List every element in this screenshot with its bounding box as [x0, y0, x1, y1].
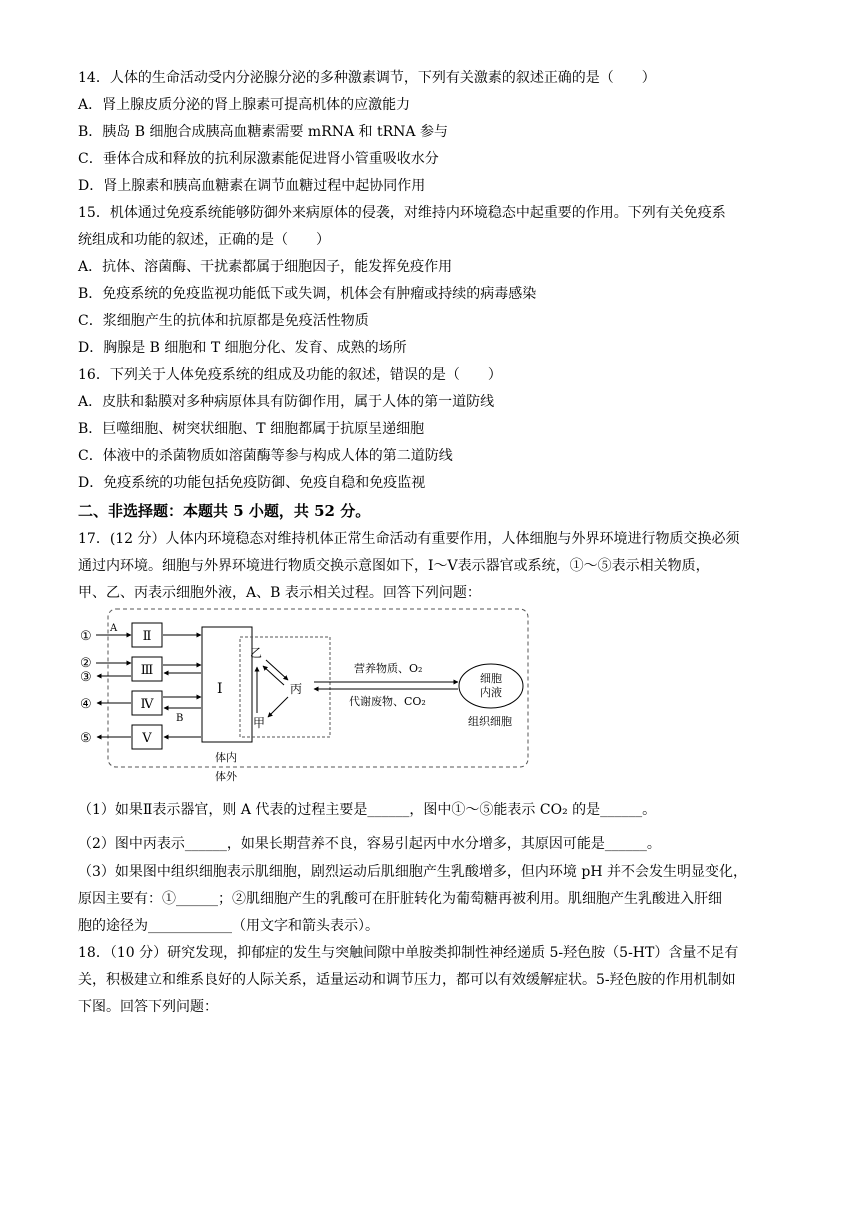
organ-label-2: Ⅱ: [142, 629, 152, 644]
q15-stem-line1: 15．机体通过免疫系统能够防御外来病原体的侵袭，对维持内环境稳态中起重要的作用。下列有关免疫系: [78, 205, 726, 221]
organ-label-4: Ⅳ: [140, 697, 154, 712]
organ-label-3: Ⅲ: [140, 663, 154, 678]
fluid-bing: 丙: [290, 682, 303, 696]
waste-label: 代谢废物、CO₂: [349, 695, 426, 708]
body-boundary: [108, 609, 528, 767]
outside-body-label: 体外: [215, 770, 237, 783]
q16-stem: 16．下列关于人体免疫系统的组成及功能的叙述，错误的是（ ）: [78, 367, 502, 383]
q15-option-b: B．免疫系统的免疫监视功能低下或失调，机体会有肿瘤或持续的病毒感染: [78, 286, 537, 302]
fluid-yi: 乙: [250, 646, 263, 660]
q17-sub3-line3: 胞的途径为____________（用文字和箭头表示）。: [78, 918, 379, 934]
q15-option-d: D．胸腺是 B 细胞和 T 细胞分化、发育、成熟的场所: [78, 340, 407, 356]
circled-5: ⑤: [80, 731, 92, 746]
fluid-jia: 甲: [253, 716, 266, 730]
circled-3: ③: [80, 670, 92, 685]
circled-2: ②: [80, 656, 92, 671]
organ-label-5: Ⅴ: [142, 731, 152, 746]
q18-stem-line3: 下图。回答下列问题：: [78, 999, 218, 1015]
q18-stem-line2: 关，积极建立和维系良好的人际关系，适量运动和调节压力，都可以有效缓解症状。5-羟色胺的作用机制如: [78, 972, 736, 988]
circled-1: ①: [80, 629, 92, 644]
q15-option-a: A．抗体、溶菌酶、干扰素都属于细胞因子，能发挥免疫作用: [78, 259, 453, 275]
q14-option-b: B．胰岛 B 细胞合成胰高血糖素需要 mRNA 和 tRNA 参与: [78, 124, 448, 140]
process-a: A: [110, 623, 118, 634]
q17-stem-line3: 甲、乙、丙表示细胞外液，A、B 表示相关过程。回答下列问题：: [78, 585, 481, 601]
q17-stem-line1: 17．(12 分）人体内环境稳态对维持机体正常生命活动有重要作用，人体细胞与外界环境进行物质交换必须: [78, 531, 740, 547]
q15-stem-line2: 统组成和功能的叙述，正确的是（ ）: [78, 232, 330, 248]
q16-option-c: C．体液中的杀菌物质如溶菌酶等参与构成人体的第二道防线: [78, 448, 453, 464]
exchange-diagram: [72, 607, 532, 787]
section-heading: 二、非选择题：本题共 5 小题，共 52 分。: [78, 502, 371, 520]
q16-option-d: D．免疫系统的功能包括免疫防御、免疫自稳和免疫监视: [78, 475, 426, 491]
inside-body-label: 体内: [215, 751, 237, 764]
q14-stem: 14．人体的生命活动受内分泌腺分泌的多种激素调节，下列有关激素的叙述正确的是（ ）: [78, 70, 656, 86]
q14-option-c: C．垂体合成和释放的抗利尿激素能促进肾小管重吸收水分: [78, 151, 439, 167]
organ-label-1: Ⅰ: [217, 681, 223, 697]
q17-sub2: （2）图中丙表示______，如果长期营养不良，容易引起丙中水分增多，其原因可能是______。: [78, 836, 661, 852]
process-b: B: [176, 713, 184, 724]
q14-option-d: D．肾上腺素和胰高血糖素在调节血糖过程中起协同作用: [78, 178, 426, 194]
q17-sub1: （1）如果Ⅱ表示器官，则 A 代表的过程主要是______，图中①～⑤能表示 CO₂ 的是______。: [78, 802, 657, 818]
organ-box-1: [202, 627, 252, 742]
q17-sub3-line2: 原因主要有：①______；②肌细胞产生的乳酸可在肝脏转化为葡萄糖再被利用。肌细胞产生乳酸进入肝细: [78, 891, 722, 907]
tissue-cell-label: 组织细胞: [468, 715, 512, 728]
q15-option-c: C．浆细胞产生的抗体和抗原都是免疫活性物质: [78, 313, 369, 329]
cell-fluid-line1: 细胞: [480, 672, 502, 685]
circled-4: ④: [80, 697, 92, 712]
q17-sub3-line1: （3）如果图中组织细胞表示肌细胞，剧烈运动后肌细胞产生乳酸增多，但内环境 pH 并不会发生明显变化，: [78, 864, 747, 880]
q17-stem-line2: 通过内环境。细胞与外界环境进行物质交换示意图如下，Ⅰ～Ⅴ表示器官或系统，①～⑤表示相关物质，: [78, 558, 710, 574]
nutrient-label: 营养物质、O₂: [354, 662, 423, 675]
cell-fluid-line2: 内液: [480, 686, 502, 699]
q14-option-a: A．肾上腺皮质分泌的肾上腺素可提高机体的应激能力: [78, 97, 411, 113]
q18-stem-line1: 18．（10 分）研究发现，抑郁症的发生与突触间隙中单胺类抑制性神经递质 5-羟色胺（5-HT）含量不足有: [78, 945, 739, 961]
q16-option-a: A．皮肤和黏膜对多种病原体具有防御作用，属于人体的第一道防线: [78, 394, 495, 410]
q16-option-b: B．巨噬细胞、树突状细胞、T 细胞都属于抗原呈递细胞: [78, 421, 425, 437]
